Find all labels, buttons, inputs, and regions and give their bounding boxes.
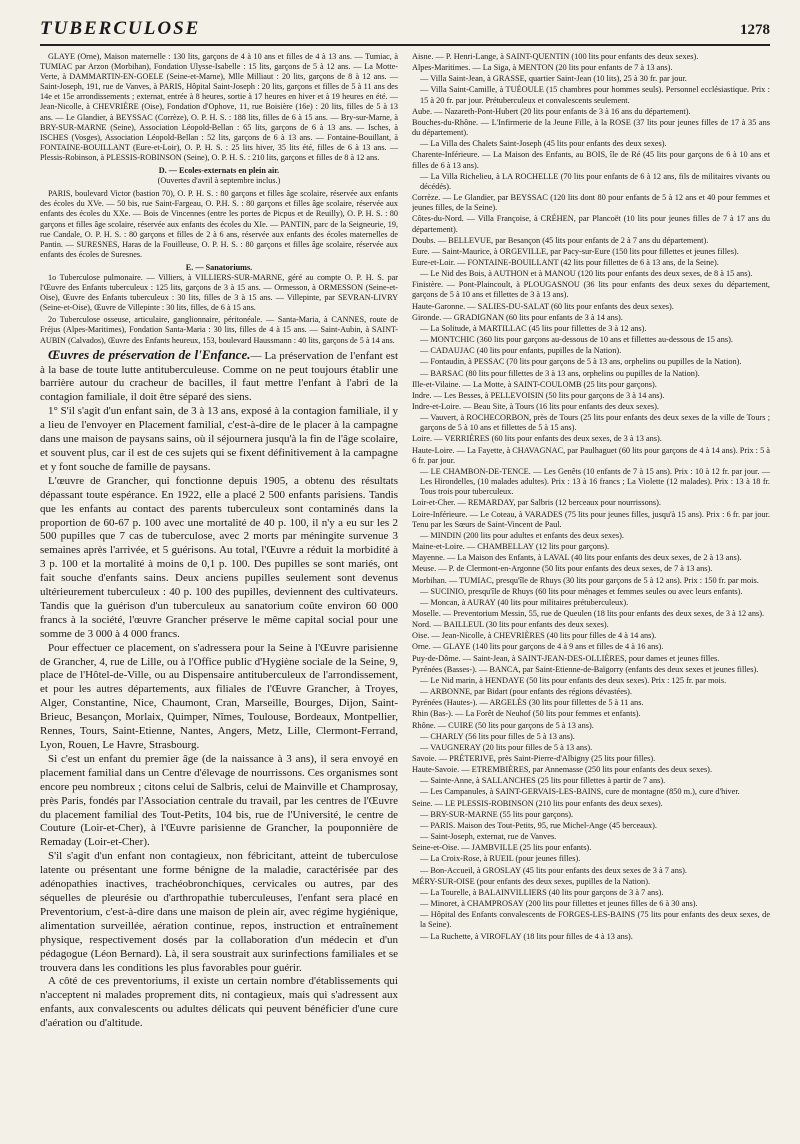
- directory-entry: — Sainte-Anne, à SALLANCHES (25 lits pour fillettes à partir de 7 ans).: [420, 776, 666, 786]
- directory-entry: — CADAUJAC (40 lits pour enfants, pupilles de la Nation).: [420, 346, 622, 356]
- directory-entry: Puy-de-Dôme. — Saint-Jean, à SAINT-JEAN-DES-OLLIÈRES, pour dames et jeunes filles.: [412, 653, 720, 663]
- left-column: [40, 52, 398, 1142]
- directory-entry: — Saint-Joseph, externat, rue de Vanves.: [420, 832, 557, 842]
- directory-entry: Loire-Inférieure. — Le Coteau, à VARADES (75 lits pour jeunes filles, jusqu'à 15 ans). Prix : 6 fr. par jour. Tenu par les Sœurs de Saint-Vincent de Paul.: [412, 509, 770, 529]
- section-d-heading: D. — Ecoles-externats en plein air.: [158, 166, 280, 176]
- section-e-text-2: 2o Tuberculose osseuse, articulaire, ganglionnaire, péritonéale. — Santa-Maria, à CANNES, route de Fréjus (Alpes-Maritimes), Fondation Santa-Maria : 30 lits, filles de 4 à 15 ans. — Saint-Aubin, à SAINT-AUBIN (Calvados), Œuvre des Enfants heureux, 153, boulevard Haussmann : 40 lits, garçons de 5 à 14 ans.: [40, 315, 398, 345]
- directory-entry: Doubs. — BELLEVUE, par Besançon (45 lits pour enfants de 2 à 7 ans du département).: [412, 235, 709, 245]
- directory-entry: Alpes-Maritimes. — La Siga, à MENTON (20 lits pour enfants de 7 à 13 ans).: [412, 63, 673, 73]
- directory-entry: Haute-Savoie. — ETREMBIÈRES, par Annemasse (250 lits pour enfants des deux sexes).: [412, 765, 713, 775]
- directory-entry: Aisne. — P. Henri-Lange, à SAINT-QUENTIN (100 lits pour enfants des deux sexes).: [412, 52, 699, 61]
- directory-entry: Orne. — GLAYE (140 lits pour garçons de 4 à 9 ans et filles de 4 à 16 ans).: [412, 642, 664, 652]
- directory-entry: — La Ruchette, à VIROFLAY (18 lits pour filles de 4 à 13 ans).: [420, 931, 633, 941]
- directory-entry: Eure. — Saint-Maurice, à ORGEVILLE, par Pacy-sur-Eure (150 lits pour fillettes et jeunes filles).: [412, 246, 739, 256]
- directory-entry: — ARBONNE, par Bidart (pour enfants des régions dévastées).: [420, 687, 632, 697]
- oeuvres-paragraph-5: Si c'est un enfant du premier âge (de la naissance à 3 ans), il sera envoyé en placement familial dans un Centre d'élevage de nourrissons. Ces organismes sont encore peu nombreux ; citons celui de Salbris, celui de Mainville et Champrosay, près Paris, fondés par l'Association centrale du travail, par les centres de l'Œuvre du placement familial des Tout-Petits, 104 bis, rue de l'Université, le centre de Couture (Loir-et-Cher), à l'Œuvre parisienne de Grancher, la pouponnière de Remaday (Loir-et-Cher).: [40, 752, 398, 849]
- directory-entry: — CHARLY (56 lits pour filles de 5 à 13 ans).: [420, 731, 575, 741]
- directory-entry: Côtes-du-Nord. — Villa Françoise, à CRÉHEN, par Plancoët (10 lits pour jeunes filles de 7 à 17 ans du département).: [412, 214, 770, 234]
- directory-entry: — MONTCHIC (360 lits pour garçons au-dessous de 10 ans et fillettes au-dessous de 15 ans).: [420, 335, 733, 345]
- directory-entry: Moselle. — Preventorium Messin, 55, rue de Queulen (18 lits pour enfants des deux sexes, de 3 à 12 ans).: [412, 608, 765, 618]
- directory-entry: — PARIS. Maison des Tout-Petits, 95, rue Michel-Ange (45 berceaux).: [420, 820, 657, 830]
- directory-entry: — MINDIN (200 lits pour adultes et enfants des deux sexes).: [420, 530, 624, 540]
- directory-entry: Haute-Loire. — La Fayette, à CHAVAGNAC, par Paulhaguet (60 lits pour garçons de 4 à 14 ans). Prix : 5 à 6 fr. par jour.: [412, 445, 770, 465]
- directory-entry: — Les Campanules, à SAINT-GERVAIS-LES-BAINS, cure de montagne (850 m.), cure d'hiver.: [420, 787, 740, 797]
- directory-entry: Morbihan. — TUMIAC, presqu'île de Rhuys (30 lits pour garçons de 5 à 12 ans). Prix : 150 fr. par mois.: [412, 575, 759, 585]
- directory-entry: — La Villa Richelieu, à LA ROCHELLE (70 lits pour enfants de 6 à 12 ans, fils de militaires vivants ou décédés).: [420, 171, 770, 191]
- directory-entry: Seine. — LE PLESSIS-ROBINSON (210 lits pour enfants des deux sexes).: [412, 798, 663, 808]
- directory-entry: Charente-Inférieure. — La Maison des Enfants, au BOIS, île de Ré (45 lits pour garçons de 6 à 10 ans et filles de 6 à 13 ans).: [412, 150, 770, 170]
- section-e-text-1: 1o Tuberculose pulmonaire. — Villiers, à VILLIERS-SUR-MARNE, géré au compte O. P. H. S. par l'Œuvre des Enfants tuberculeux : 125 lits, garçons de 3 à 15 ans. — Ormesson, à ORMESSON (Seine-et-Oise), Œuvre des Enfants tuberculeux : 30 lits, filles de 3 à 15 ans. — Villepinte, par SEVRAN-LIVRY (Seine-et-Oise), Œuvre de Villepinte : 30 lits, filles, de 6 à 15 ans.: [40, 272, 398, 313]
- section-d-subheading: (Ouvertes d'avril à septembre inclus.): [157, 176, 281, 186]
- oeuvres-paragraph-2: 1° S'il s'agit d'un enfant sain, de 3 à 13 ans, exposé à la contagion familiale, il y a lieu de l'envoyer en Placement familial, c'est-à-dire de le placer à la campagne dans une maison de paysans sains, où il séjournera jusqu'à la fin de l'âge scolaire, et souvent plus, car il est de ces sujets qui se fixent définitivement à la campagne et y font souche de famille de paysans.: [40, 405, 398, 473]
- directory-entry: — Fontaudin, à PESSAC (70 lits pour garçons de 5 à 13 ans, orphelins ou pupilles de la Nation).: [420, 357, 742, 367]
- section-d-text: PARIS, boulevard Victor (bastion 70), O. P. H. S. : 80 garçons et filles âge scolaire, réservée aux enfants des écoles du XVe. — 50 bis, rue Saint-Fargeau, O. P.H. S. : 80 garçons et filles âge scolaire, réservée aux enfants des écoles du XXe. — Bois de Vincennes (entre les portes de Picpus et de Reuilly), O. P. H. S. : 80 garçons et filles âge scolaire, réservée aux enfants des écoles du XIe. — PANTIN, parc de la Seigneurie, 19, rue Candale, O. P. H. S. : 80 garçons et filles de 2 à 6 ans, réservée aux enfants des écoles maternelles de Pantin. — SURESNES, Haras de la Fouilleuse, O. P. H. S. : 80 garçons et filles âge scolaire, réservée aux enfants des écoles de Suresnes.: [40, 189, 398, 259]
- directory-entry: — Villa Saint-Jean, à GRASSE, quartier Saint-Jean (10 lits), 25 à 30 fr. par jour.: [420, 74, 687, 84]
- oeuvres-p1-text: — La préservation de l'enfant est à la base de toute lutte antituberculeuse. Comme on ne peut toujours établir une barrière autour du cracheur de bacilles, il faut mettre l'enfant à l'abri de la contagion familiale, il doit être séparé des siens.: [40, 349, 398, 404]
- directory-entry: — BRY-SUR-MARNE (55 lits pour garçons).: [420, 809, 574, 819]
- directory-entry: — La Solitude, à MARTILLAC (45 lits pour fillettes de 3 à 12 ans).: [420, 323, 647, 333]
- directory-entry: — LE CHAMBON-DE-TENCE. — Les Genêts (10 enfants de 7 à 15 ans). Prix : 10 à 12 fr. par jour. — Les Hirondelles, (10 malades adultes). Prix : 13 à 16 francs ; La Violette (12 malades). Prix : 13 à 18 fr. Tous trois pour tuberculeux.: [420, 466, 770, 497]
- oeuvres-paragraph-4: Pour effectuer ce placement, on s'adressera pour la Seine à l'Œuvre parisienne de Grancher, 4, rue de Lille, ou à l'Office public d'Hygiène sociale de la Seine, 9, place de l'Hôtel-de-Ville, ou au Dispensaire antituberculeux de l'arrondissement, et pour les autres départements, aux filiales de l'Œuvre Grancher, à Troyes, Alger, Constantine, Nice, Chaumont, Cran, Marseille, Bourges, Dijon, Saint-Brieuc, Besançon, Morlaix, Quimper, Nîmes, Toulouse, Bordeaux, Montpellier, Rennes, Tours, Saint-Etienne, Nantes, Angers, Metz, Lille, Clermont-Ferrand, Lyon, Rouen, Le Havre, Strasbourg.: [40, 641, 398, 751]
- directory-entry: — BARSAC (80 lits pour fillettes de 3 à 13 ans, orphelins ou pupilles de la Nation).: [420, 368, 700, 378]
- directory-entry: Ille-et-Vilaine. — La Motte, à SAINT-COULOMB (25 lits pour garçons).: [412, 379, 657, 389]
- oeuvres-heading: Œuvres de préservation de l'Enfance.: [48, 346, 251, 362]
- directory-entry: — La Croix-Rose, à RUEIL (pour jeunes filles).: [420, 854, 581, 864]
- directory-entry: — Hôpital des Enfants convalescents de FORGES-LES-BAINS (75 lits pour enfants des deux sexes, de la Seine).: [420, 910, 770, 930]
- directory-entry: Bouches-du-Rhône. — L'Infirmerie de la Jeune Fille, à la ROSE (37 lits pour jeunes filles de 17 à 35 ans du département).: [412, 117, 770, 138]
- oeuvres-paragraph-6: S'il s'agit d'un enfant non contagieux, non fébricitant, atteint de tuberculose latente ou présentant une forme bénigne de la maladie, caractérisée par des adénopathies inactives, trachéobronchiques, cervicales ou autres, par des séquelles de pleurésie ou d'arthropathie tuberculeuses, l'enfant sera placé en Preventorium, c'est-à-dire dans une maison de plein air, avec régime hygiénique, alimentation surveillée, aération continue, repos, instruction et entraînement physique, respectivement dosés par la collaboration d'un médecin et d'un pédagogue (Léon Bernard). Là, il sera soustrait aux surinfections familiales et se trouvera dans les conditions les plus favorables pour guérir.: [40, 850, 398, 974]
- directory-entry: Gironde. — GRADIGNAN (60 lits pour enfants de 3 à 14 ans).: [412, 312, 623, 322]
- directory-entry: Meuse. — P. de Clermont-en-Argonne (50 lits pour enfants des deux sexes, de 7 à 13 ans).: [412, 564, 713, 574]
- directory-entry: — Le Nid des Bois, à AUTHON et à MANOU (120 lits pour enfants des deux sexes, de 8 à 15 ans).: [420, 269, 753, 279]
- intro-paragraph: GLAYE (Orne), Maison maternelle : 130 lits, garçons de 4 à 10 ans et filles de 4 à 13 ans. — Tumiac, à TUMIAC par Arzon (Morbihan), Fondation Ulysse-Isabelle : 15 lits, garçons de 5 à 12 ans. — La Motte-Verte, à DAMMARTIN-EN-GOELE (Seine-et-Marne), Mlle Milliaut : 20 lits, garçons de 8 à 12 ans. — Saint-Joseph, 191, rue de Vanves, à PARIS, Hôpital Saint-Joseph : 20 lits, garçons et filles de 5 à 11 ans des 14e et 15e arrondissements ; externat, entrée à 8 heures, sortie à 17 heures en hiver et à 19 heures en été. — Jean-Nicolle, à CHEVRIÈRE (Oise), Fondation d'Ophove, 11, rue Boisière (16e) : 20 lits, filles de 5 à 13 ans. — Le Glandier, à BEYSSAC (Corrèze), O. P. H. S. : 188 lits, filles de 6 à 15 ans. — Bry-sur-Marne, à BRY-SUR-MARNE (Seine), Association Léopold-Bellan : 65 lits, garçons de 6 à 13 ans. — Isches, à ISCHES (Vosges), Association Léopold-Bellan : 52 lits, garçons de 6 à 13 ans. — Fontaine-Bouillant, à FONTAINE-BOUILLANT (Eure-et-Loir), O. P. H. S. : 25 lits hiver, 35 lits été, filles de 6 à 13 ans. — Plessis-Robinson, à PLESSIS-ROBINSON (Seine), O. P. H. S. : 210 lits, garçons et filles de 8 à 12 ans.: [40, 52, 398, 162]
- directory-entry: Indre. — Les Besses, à PELLEVOISIN (50 lits pour garçons de 3 à 14 ans).: [412, 390, 665, 400]
- directory-entry: Maine-et-Loire. — CHAMBELLAY (12 lits pour garçons).: [412, 542, 610, 552]
- oeuvres-paragraph-7: A côté de ces preventoriums, il existe un certain nombre d'établissements qui n'acceptent ni malades proprement dits, ni contagieux, mais qui s'adressent aux enfants, aux convalescents ou adultes délicats qui peuvent bénéficier d'une cure d'aération ou d'altitude.: [40, 975, 398, 1030]
- directory-entry: Seine-et-Oise. — JAMBVILLE (25 lits pour enfants).: [412, 843, 592, 853]
- running-header: [40, 18, 770, 46]
- directory-entry: Eure-et-Loir. — FONTAINE-BOUILLANT (42 lits pour fillettes de 6 à 13 ans, de la Seine).: [412, 257, 719, 267]
- directory-entry: — Vauvert, à ROCHECORBON, près de Tours (25 lits pour enfants des deux sexes de la ville de Tours ; garçons de 5 à 10 ans et fillettes de 5 à 15 ans).: [420, 413, 770, 433]
- oeuvres-paragraph-3: L'œuvre de Grancher, qui fonctionne depuis 1905, a obtenu des résultats dépassant toute espérance. En 1922, elle a placé 2 500 enfants parisiens. Tandis que les enfants au contact des parents tuberculeux sont contaminés dans la proportion de 60-67 p. 100 avec une mortalité de 40 p. 100, il n'y a eu sur les 2 500 pupilles que 7 cas de tuberculose, avec 2 morts par méningite survenue 3 semaines après l'arrivée, et 5 guérisons. Au total, l'Œuvre a réduit la morbidité à 3 p. 100 et la mortalité à moins de 0,1 p. 100. Des pupilles se sont mariés, ont fait souche d'enfants sains. Deux anciens pupilles seulement sont devenus ultérieurement tuberculeux : 40 p. 100 des pupilles, deviennent des cultivateurs. Tandis que la guérison d'un tuberculeux au sanatorium coûte environ 60 000 francs à la société, l'œuvre Grancher préserve le même capital social pour une somme de 3 000 à 4 000 francs.: [40, 474, 398, 640]
- directory-entry: — Bon-Accueil, à GROSLAY (45 lits pour enfants des deux sexes de 3 à 7 ans).: [420, 865, 687, 875]
- directory-entry: Rhin (Bas-). — La Forêt de Neuhof (50 lits pour femmes et enfants).: [412, 709, 641, 719]
- directory-entry: — Le Nid marin, à HENDAYE (50 lits pour enfants des deux sexes). Prix : 125 fr. par mois.: [420, 675, 727, 685]
- directory-entry: Aube. — Nazareth-Pont-Hubert (20 lits pour enfants de 3 à 16 ans du département).: [412, 106, 691, 116]
- directory-entry: Nord. — BAILLEUL (30 lits pour enfants des deux sexes).: [412, 620, 609, 630]
- directory-entry: — SUCINIO, presqu'île de Rhuys (60 lits pour ménages et femmes seules ou avec leurs enfants).: [420, 586, 743, 596]
- directory-entry: — La Villa des Chalets Saint-Joseph (45 lits pour enfants des deux sexes).: [420, 139, 667, 149]
- page-number: 1278: [740, 22, 770, 38]
- directory-entry: — Minoret, à CHAMPROSAY (200 lits pour fillettes et jeunes filles de 6 à 30 ans).: [420, 899, 698, 909]
- directory-entry: — La Tourelle, à BALAINVILLIERS (40 lits pour garçons de 3 à 7 ans).: [420, 887, 664, 897]
- directory-entry: — Moncan, à AURAY (40 lits pour militaires prétuberculeux).: [420, 597, 629, 607]
- directory-entry: Oise. — Jean-Nicolle, à CHEVRIÈRES (40 lits pour filles de 4 à 14 ans).: [412, 631, 657, 641]
- directory-entry: MÉRY-SUR-OISE (pour enfants des deux sexes, pupilles de la Nation).: [412, 876, 651, 886]
- running-title: TUBERCULOSE: [40, 18, 201, 39]
- directory-entry: Loire. — VERRIÈRES (60 lits pour enfants des deux sexes, de 3 à 13 ans).: [412, 434, 662, 444]
- directory-entry: Finistère. — Pont-Plaincoult, à PLOUGASNOU (36 lits pour enfants des deux sexes du département, garçons de 5 à 10 ans et fillettes de 3 à 13 ans).: [412, 280, 770, 300]
- directory-entry: Indre-et-Loire. — Beau Site, à Tours (16 lits pour enfants des deux sexes).: [412, 402, 659, 411]
- directory-entry: Pyrénées (Basses-). — BANCA, par Saint-Etienne-de-Baïgorry (enfants des deux sexes et jeunes filles).: [412, 664, 759, 674]
- oeuvres-paragraph-1: [40, 348, 398, 406]
- right-column: [412, 52, 770, 1142]
- directory-entry: Loir-et-Cher. — REMARDAY, par Salbris (12 berceaux pour nourrissons).: [412, 498, 661, 508]
- directory-entry: — VAUGNERAY (20 lits pour filles de 5 à 13 ans).: [420, 742, 593, 752]
- two-column-body: [40, 52, 770, 1142]
- section-e-heading: E. — Sanatoriums.: [185, 262, 253, 272]
- directory-entry: Savoie. — PRÉTERIVE, près Saint-Pierre-d'Albigny (25 lits pour filles).: [412, 754, 656, 763]
- directory-entry: Pyrénées (Hautes-). — ARGELÈS (30 lits pour fillettes de 5 à 11 ans.: [412, 698, 644, 708]
- directory-entry: Rhône. — CUIRE (50 lits pour garçons de 5 à 13 ans).: [412, 720, 594, 730]
- directory-entry: Mayenne. — La Maison des Enfants, à LAVAL (40 lits pour enfants des deux sexes, de 2 à 13 ans).: [412, 553, 742, 563]
- directory-entry: — Villa Saint-Camille, à TUÉOULE (15 chambres pour hommes seuls). Personnel ecclésiastique. Prix : 15 à 20 fr. par jour. Prétuberculeux et convalescents seulement.: [420, 85, 770, 105]
- directory-entry: Corrèze. — Le Glandier, par BEYSSAC (120 lits dont 80 pour enfants de 5 à 12 ans et 40 pour femmes et jeunes filles, de la Seine).: [412, 193, 770, 213]
- directory-entry: Haute-Garonne. — SALIES-DU-SALAT (60 lits pour enfants des deux sexes).: [412, 301, 674, 311]
- large-print-block: [40, 348, 398, 1031]
- small-print-block: [40, 52, 398, 346]
